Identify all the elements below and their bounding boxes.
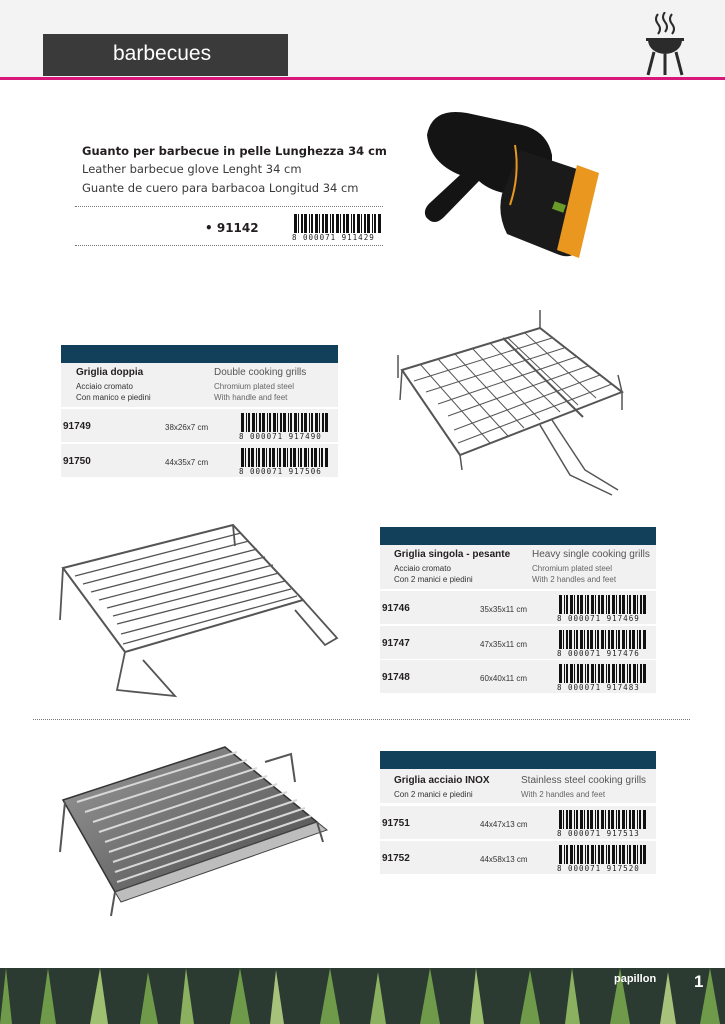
product-features-en: With 2 handles and feet	[532, 575, 617, 584]
product-features-it: Con 2 manici e piedini	[394, 790, 473, 799]
table-header-bar	[61, 345, 338, 363]
product-features-it: Con manico e piedini	[76, 393, 151, 402]
product-barcode	[557, 845, 647, 871]
product-code: 91746	[382, 603, 410, 614]
product-name-it: Griglia singola - pesante	[394, 549, 511, 560]
table-description	[380, 545, 656, 589]
product-ean: 8 000071 917513	[557, 829, 640, 838]
product-code: 91747	[382, 638, 410, 649]
product-barcode	[557, 664, 647, 690]
table-description	[61, 363, 338, 407]
product-code: 91751	[382, 818, 410, 829]
product-name-en: Double cooking grills	[214, 367, 307, 378]
product-barcode	[557, 630, 647, 656]
product-name-it: Griglia doppia	[76, 367, 144, 378]
section-title-box	[43, 34, 288, 76]
product-size: 44x58x13 cm	[480, 855, 528, 864]
table-description	[380, 769, 656, 803]
table-header-bar	[380, 751, 656, 769]
product-ean: 8 000071 917490	[239, 432, 322, 441]
double-grill-image	[390, 300, 630, 505]
table-row	[380, 806, 656, 839]
product-barcode	[557, 810, 647, 836]
product-material-en: Chromium plated steel	[214, 382, 295, 391]
glove-name-it: Guanto per barbecue in pelle Lunghezza 34 cm	[82, 144, 387, 158]
product-size: 44x35x7 cm	[165, 458, 209, 467]
product-features-it: Con 2 manici e piedini	[394, 575, 473, 584]
table-row	[380, 591, 656, 624]
dotted-divider	[75, 206, 383, 207]
product-size: 47x35x11 cm	[480, 640, 527, 649]
product-ean: 8 000071 917520	[557, 864, 640, 873]
product-material-it: Acciaio cromato	[394, 564, 451, 573]
product-name-it: Griglia acciaio INOX	[394, 775, 490, 786]
brand-logo: papillon	[614, 973, 657, 985]
glove-code: • 91142	[205, 221, 259, 235]
inox-grill-image	[55, 742, 345, 920]
product-size: 60x40x11 cm	[480, 674, 527, 683]
glove-barcode	[292, 214, 382, 240]
product-size: 35x35x11 cm	[480, 605, 527, 614]
product-material-en: Chromium plated steel	[532, 564, 613, 573]
product-ean: 8 000071 917469	[557, 614, 640, 623]
dotted-divider	[33, 719, 690, 720]
glove-name-en: Leather barbecue glove Lenght 34 cm	[82, 162, 302, 176]
product-name-en: Stainless steel cooking grills	[521, 775, 647, 786]
product-ean: 8 000071 917476	[557, 649, 640, 658]
product-code: 91749	[63, 421, 91, 432]
table-header-bar	[380, 527, 656, 545]
table-row	[380, 660, 656, 693]
product-features-en: With 2 handles and feet	[521, 790, 606, 799]
header-divider	[0, 77, 725, 80]
product-ean: 8 000071 917506	[239, 467, 322, 476]
product-code: 91750	[63, 456, 91, 467]
product-size: 44x47x13 cm	[480, 820, 528, 829]
product-features-en: With handle and feet	[214, 393, 288, 402]
table-row	[380, 626, 656, 659]
dotted-divider	[75, 245, 383, 246]
leather-glove-image	[415, 105, 615, 260]
page-number: 1	[694, 972, 704, 991]
product-barcode	[557, 595, 647, 621]
table-row	[61, 444, 338, 477]
inox-grill-table	[380, 751, 656, 874]
product-barcode	[239, 413, 329, 439]
product-ean: 8 000071 917483	[557, 683, 640, 692]
product-size: 38x26x7 cm	[165, 423, 209, 432]
double-grill-table	[61, 345, 338, 478]
product-name-en: Heavy single cooking grills	[532, 549, 650, 560]
glove-name-es: Guante de cuero para barbacoa Longitud 34 cm	[82, 181, 359, 195]
product-code: 91748	[382, 672, 410, 683]
table-row	[380, 841, 656, 874]
product-code: 91752	[382, 853, 410, 864]
product-material-it: Acciaio cromato	[76, 382, 133, 391]
glove-ean: 8 000071 911429	[292, 233, 375, 242]
single-grill-table	[380, 527, 656, 693]
barbecue-icon	[644, 12, 686, 76]
single-grill-image	[55, 520, 345, 700]
section-title: barbecues	[113, 42, 212, 65]
product-barcode	[239, 448, 329, 474]
table-row	[61, 409, 338, 442]
